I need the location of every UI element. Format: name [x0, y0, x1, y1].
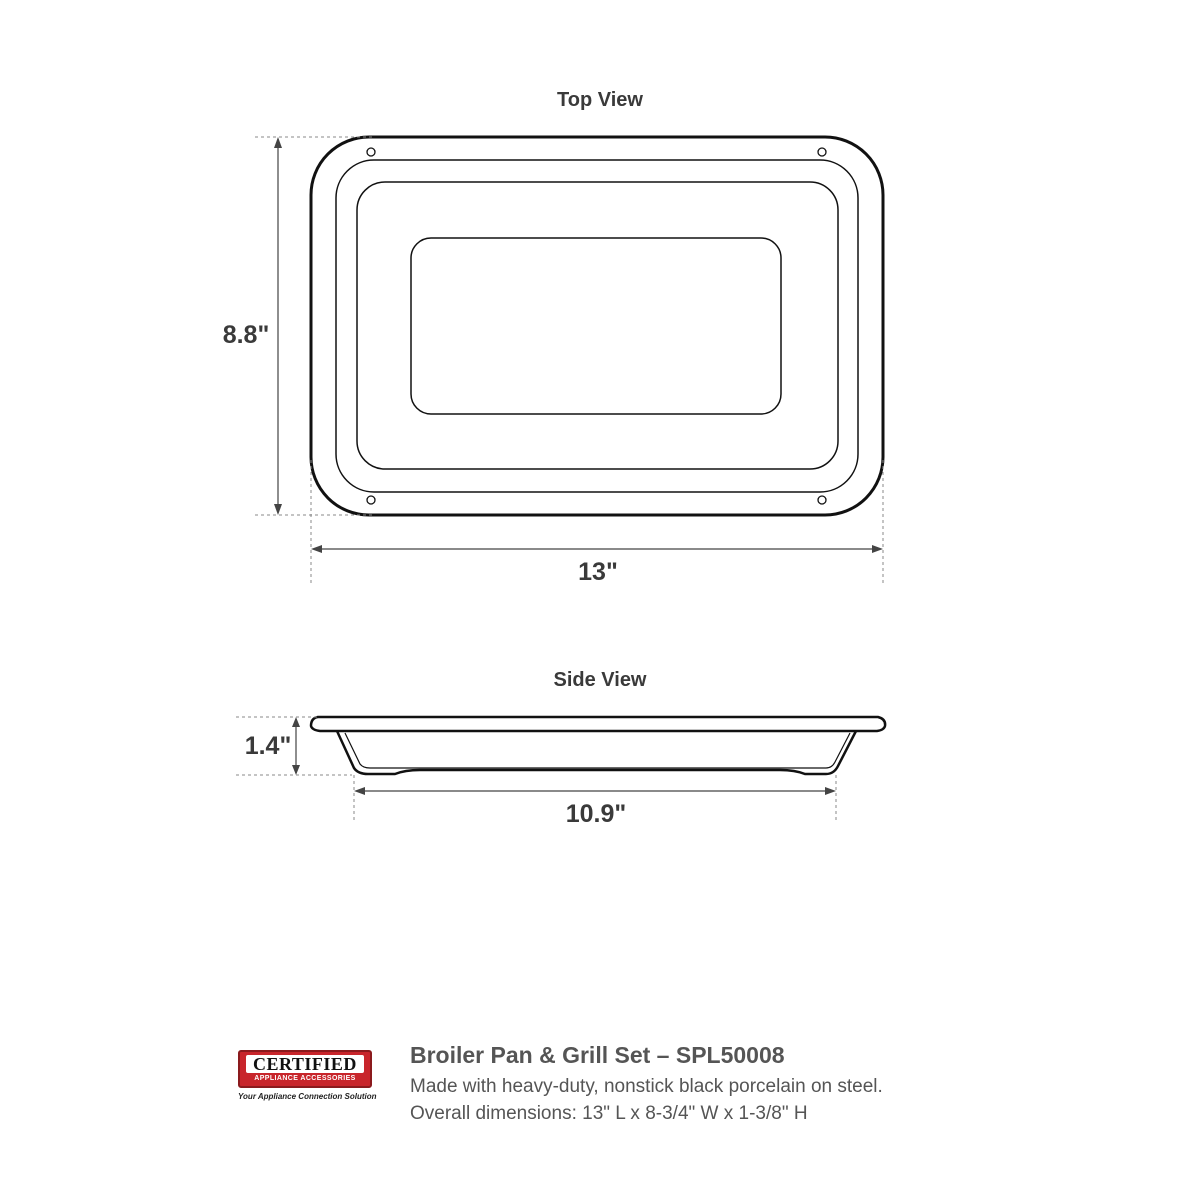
logo-main-text: CERTIFIED	[246, 1055, 364, 1073]
top-view-title: Top View	[557, 89, 643, 111]
side-view-title: Side View	[553, 669, 647, 691]
logo-badge	[238, 1050, 372, 1088]
mount-hole-top-left	[367, 148, 375, 156]
certified-logo	[238, 1050, 377, 1101]
mount-hole-top-right	[818, 148, 826, 156]
arrow-head-icon	[292, 717, 300, 727]
pan-rim-inner	[336, 160, 858, 492]
side-height-dimension	[236, 717, 352, 775]
arrow-head-icon	[274, 504, 282, 515]
pan-well-edge	[357, 182, 838, 469]
side-width-dimension	[354, 775, 836, 828]
side-view-pan	[311, 717, 885, 774]
side-rim	[311, 717, 885, 731]
product-dimensions: Overall dimensions: 13" L x 8-3/4" W x 1-3/8" H	[410, 1103, 808, 1124]
mount-hole-bottom-left	[367, 496, 375, 504]
logo-tagline: Your Appliance Connection Solution	[238, 1092, 377, 1101]
top-width-dimension	[311, 460, 883, 586]
logo-sub-text: APPLIANCE ACCESSORIES	[254, 1075, 356, 1082]
arrow-head-icon	[872, 545, 883, 553]
product-title: Broiler Pan & Grill Set – SPL50008	[410, 1042, 785, 1068]
arrow-head-icon	[292, 765, 300, 775]
product-description: Made with heavy-duty, nonstick black porcelain on steel.	[410, 1076, 883, 1097]
arrow-head-icon	[274, 137, 282, 148]
product-footer	[230, 1042, 1190, 1152]
height-label-side: 1.4"	[244, 732, 292, 760]
width-label-top: 13"	[578, 558, 618, 586]
pan-bottom-panel	[411, 238, 781, 414]
side-inner-edge	[345, 733, 850, 768]
width-label-side: 10.9"	[565, 800, 627, 828]
arrow-head-icon	[311, 545, 322, 553]
top-view-pan	[311, 137, 883, 515]
arrow-head-icon	[825, 787, 836, 795]
top-height-dimension	[223, 137, 372, 515]
arrow-head-icon	[354, 787, 365, 795]
pan-outer-rim	[311, 137, 883, 515]
height-label-top: 8.8"	[222, 321, 270, 349]
mount-hole-bottom-right	[818, 496, 826, 504]
